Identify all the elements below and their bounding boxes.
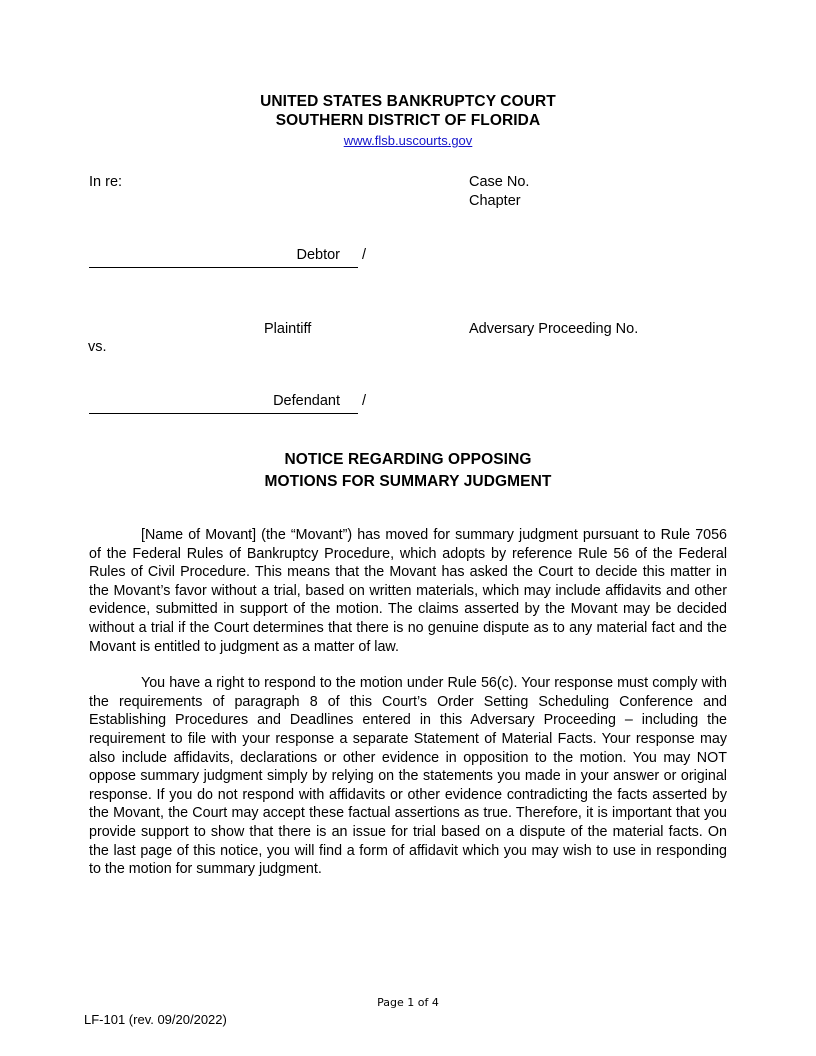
case-number-label: Case No. bbox=[469, 174, 530, 190]
document-body bbox=[89, 526, 727, 879]
court-district-line-2: SOUTHERN DISTRICT OF FLORIDA bbox=[275, 112, 541, 129]
defendant-slash: / bbox=[362, 393, 367, 409]
form-identifier: LF-101 (rev. 09/20/2022) bbox=[84, 1012, 227, 1027]
debtor-slash: / bbox=[362, 247, 367, 263]
document-title-line-2: MOTIONS FOR SUMMARY JUDGMENT bbox=[264, 473, 552, 490]
defendant-label: Defendant bbox=[273, 393, 340, 409]
court-url-container bbox=[0, 133, 816, 149]
court-header bbox=[0, 92, 816, 149]
chapter-label: Chapter bbox=[469, 193, 521, 209]
versus-label: vs. bbox=[88, 339, 107, 355]
court-name-line-1: UNITED STATES BANKRUPTCY COURT bbox=[260, 93, 556, 110]
court-website-link[interactable]: www.flsb.uscourts.gov bbox=[343, 133, 473, 148]
plaintiff-label: Plaintiff bbox=[264, 321, 312, 337]
in-re-label: In re: bbox=[89, 174, 123, 190]
adversary-proceeding-number-label: Adversary Proceeding No. bbox=[469, 321, 639, 337]
defendant-signature-rule bbox=[89, 392, 358, 414]
body-paragraph-1: [Name of Movant] (the “Movant”) has moved for summary judgment pursuant to Rule 7056 of the Federal Rules of Bankruptcy Procedure, which adopts by reference Rule 56 of the Federal Rules of Civil Procedure. This means that the Movant has asked the Court to decide this matter in the Movant’s favor without a trial, based on written materials, which may include affidavits and other evidence, submitted in support of the motion. The claims asserted by the Movant may be decided without a trial if the Court determines that there is no genuine dispute as to any material fact and the Movant is entitled to judgment as a matter of law. bbox=[89, 527, 727, 655]
page-number: Page 1 of 4 bbox=[377, 996, 439, 1009]
body-paragraph-2: You have a right to respond to the motion under Rule 56(c). Your response must comply with the requirements of paragraph 8 of this Court’s Order Setting Scheduling Conference and Establishing Procedures and Deadlines entered in this Adversary Proceeding – including the requirement to file with your response a separate Statement of Material Facts. Your response may also include affidavits, declarations or other evidence in opposition to the motion. You may NOT oppose summary judgment simply by relying on the statements you made in your answer or original response. If you do not respond with affidavits or other evidence contradicting the facts asserted by the Movant, the Court may accept these factual assertions as true. Therefore, it is important that you provide support to show that there is an issue for trial based on a dispute of the material facts. On the last page of this notice, you will find a form of affidavit which you may wish to use in responding to the motion for summary judgment. bbox=[89, 675, 727, 878]
debtor-signature-rule bbox=[89, 246, 358, 268]
document-title-line-1: NOTICE REGARDING OPPOSING bbox=[284, 451, 532, 468]
case-caption-block bbox=[0, 170, 816, 420]
document-title bbox=[0, 449, 816, 493]
debtor-label: Debtor bbox=[296, 247, 340, 263]
